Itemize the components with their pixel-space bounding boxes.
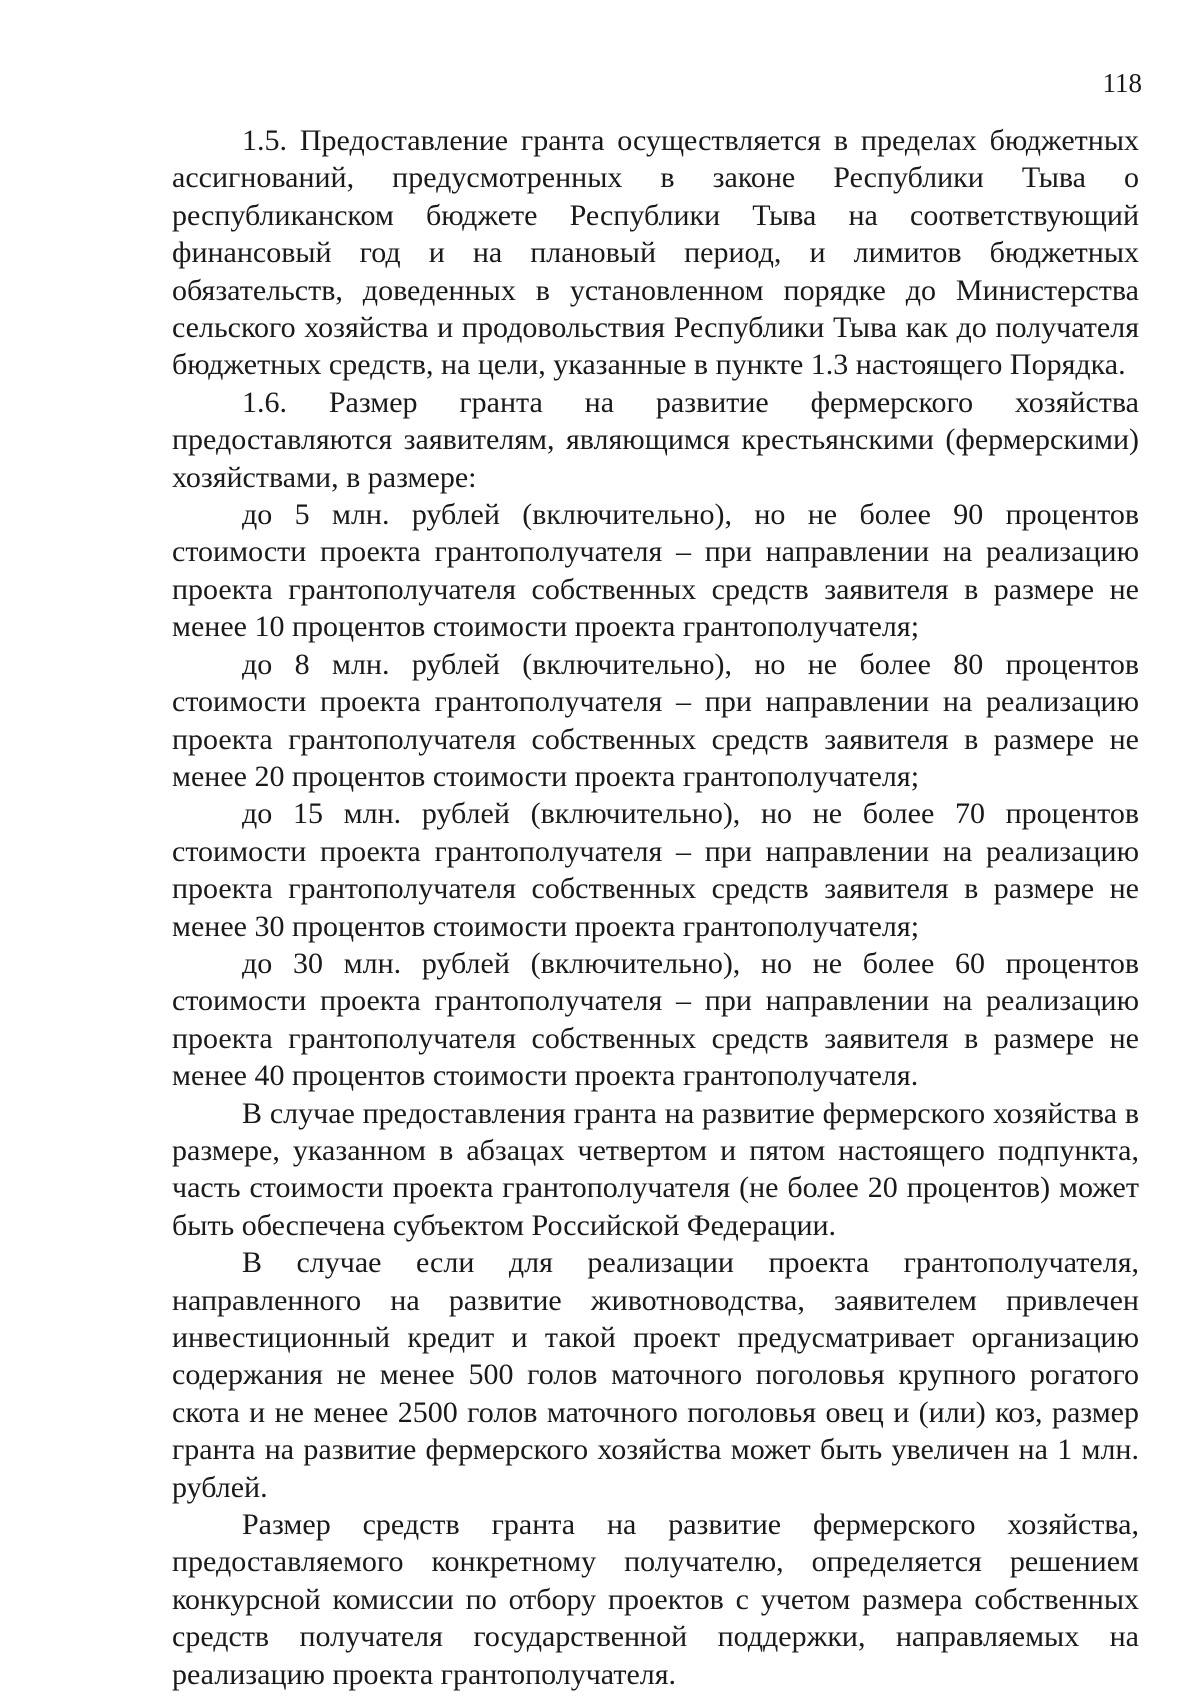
paragraph-cofinancing: В случае предоставления гранта на развитие фермерского хозяйства в размере, указанном в абзацах четвертом и пятом настоящего подпункта, часть стоимости проекта грантополучателя (не более 20 процентов) может быть обеспечена субъектом Российской Федерации. xyxy=(172,1096,1139,1242)
paragraph-livestock-increase: В случае если для реализации проекта грантополучателя, направленного на развитие животноводства, заявителем привлечен инвестиционный кредит и такой проект предусматривает организацию содержания не менее 500 голов маточного поголовья крупного рогатого скота и не менее 2500 голов маточного поголовья овец и (или) коз, размер гранта на развитие фермерского хозяйства может быть увеличен на 1 млн. рублей. xyxy=(172,1246,1139,1504)
paragraph-1-5: 1.5. Предоставление гранта осуществляется в пределах бюджетных ассигнований, предусмотренных в законе Республики Тыва о республиканском бюджете Республики Тыва на соответствующий финансовый год и на плановый период, и лимитов бюджетных обязательств, доведенных в установленном порядке до Министерства сельского хозяйства и продовольствия Республики Тыва как до получателя бюджетных средств, на цели, указанные в пункте 1.3 настоящего Порядка. xyxy=(172,124,1139,382)
document-body xyxy=(172,122,1139,1693)
grant-tier-5-million: до 5 млн. рублей (включительно), но не более 90 процентов стоимости проекта грантополучателя – при направлении на реализацию проекта грантополучателя собственных средств заявителя в размере не менее 10 процентов стоимости проекта грантополучателя; xyxy=(172,498,1139,644)
paragraph-grant-amount-decision: Размер средств гранта на развитие фермерского хозяйства, предоставляемого конкретному получателю, определяется решением конкурсной комиссии по отбору проектов с учетом размера собственных средств получателя государственной поддержки, направляемых на реализацию проекта грантополучателя. xyxy=(172,1508,1139,1691)
grant-tier-8-million: до 8 млн. рублей (включительно), но не более 80 процентов стоимости проекта грантополучателя – при направлении на реализацию проекта грантополучателя собственных средств заявителя в размере не менее 20 процентов стоимости проекта грантополучателя; xyxy=(172,647,1139,793)
paragraph-1-6: 1.6. Размер гранта на развитие фермерского хозяйства предоставляются заявителям, являющимся крестьянскими (фермерскими) хозяйствами, в размере: xyxy=(172,385,1139,494)
page-number: 118 xyxy=(1102,68,1142,98)
grant-tier-30-million: до 30 млн. рублей (включительно), но не более 60 процентов стоимости проекта грантополучателя – при направлении на реализацию проекта грантополучателя собственных средств заявителя в размере не менее 40 процентов стоимости проекта грантополучателя. xyxy=(172,946,1139,1093)
grant-tier-15-million: до 15 млн. рублей (включительно), но не более 70 процентов стоимости проекта грантополучателя – при направлении на реализацию проекта грантополучателя собственных средств заявителя в размере не менее 30 процентов стоимости проекта грантополучателя; xyxy=(172,797,1139,943)
